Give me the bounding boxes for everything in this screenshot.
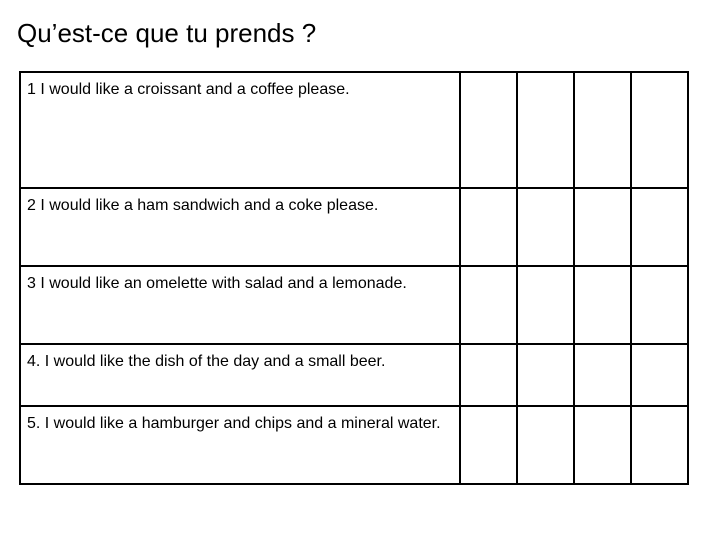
sentence-cell: 5. I would like a hamburger and chips and a mineral water. xyxy=(20,406,460,484)
answer-box[interactable] xyxy=(574,406,631,484)
sentence-cell: 4. I would like the dish of the day and a small beer. xyxy=(20,344,460,406)
answer-box[interactable] xyxy=(574,72,631,188)
table-row xyxy=(20,344,688,406)
answer-box[interactable] xyxy=(574,266,631,344)
answer-box[interactable] xyxy=(460,188,517,266)
answer-box[interactable] xyxy=(631,72,688,188)
answer-box[interactable] xyxy=(517,406,574,484)
answer-box[interactable] xyxy=(574,188,631,266)
exercise-table xyxy=(19,71,689,485)
table-row xyxy=(20,406,688,484)
answer-box[interactable] xyxy=(517,188,574,266)
answer-box[interactable] xyxy=(631,406,688,484)
answer-box[interactable] xyxy=(460,344,517,406)
table-row xyxy=(20,188,688,266)
sentence-cell: 2 I would like a ham sandwich and a coke please. xyxy=(20,188,460,266)
answer-box[interactable] xyxy=(574,344,631,406)
answer-box[interactable] xyxy=(517,72,574,188)
answer-box[interactable] xyxy=(631,344,688,406)
page-title: Qu’est-ce que tu prends ? xyxy=(17,18,317,48)
answer-box[interactable] xyxy=(460,406,517,484)
sentence-cell: 3 I would like an omelette with salad and a lemonade. xyxy=(20,266,460,344)
answer-box[interactable] xyxy=(517,266,574,344)
answer-box[interactable] xyxy=(517,344,574,406)
answer-box[interactable] xyxy=(631,188,688,266)
sentence-cell: 1 I would like a croissant and a coffee please. xyxy=(20,72,460,188)
answer-box[interactable] xyxy=(631,266,688,344)
answer-box[interactable] xyxy=(460,72,517,188)
table-row xyxy=(20,72,688,188)
answer-box[interactable] xyxy=(460,266,517,344)
table-row xyxy=(20,266,688,344)
